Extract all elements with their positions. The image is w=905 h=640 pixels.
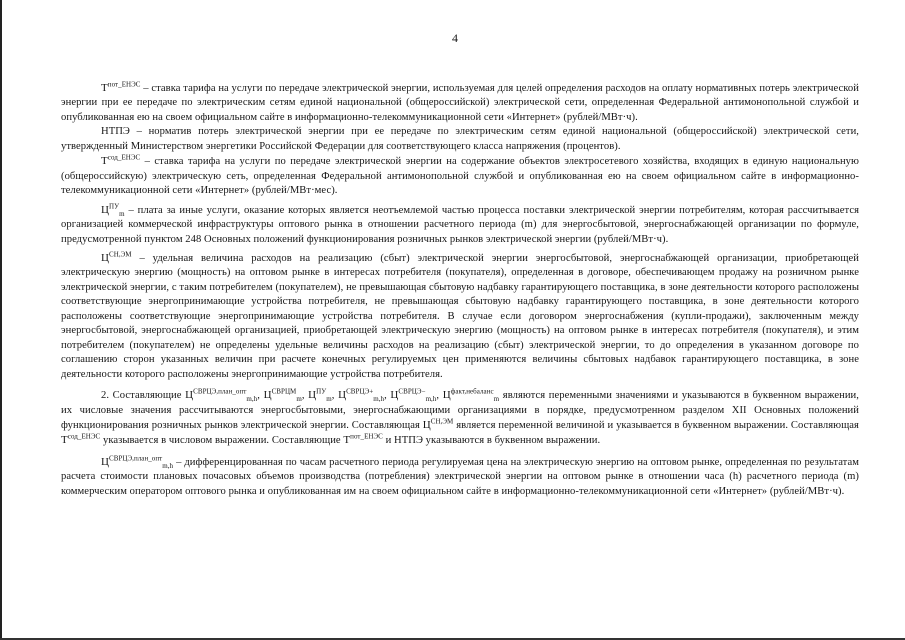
scan-edge-left	[0, 0, 2, 640]
paragraph-text: – удельная величина расходов на реализацию (сбыт) электрической энергии энергосбытовой, энергоснабжающей организации, приобретающей электрическую энергию (мощность) на оптовом рынке в интересах потребителя (покупателя), определенная в договоре, обеспечивающем продажу на розничном рынке электрической энергии, с таким потребителем (покупателем), не превышающая сбытовую надбавку гарантирующего поставщика, в зоне деятельности которого расположены соответствующие энергопринимающие устройства потребителя, не превышающая сбытовую надбавку гарантирующего поставщика, в зоне деятельности которого расположены соответствующие энергопринимающие устройства потребителя. В случае если договором энергоснабжения (купли-продажи), заключенным между энергосбытовой, энергоснабжающей организацией, приобретающей электрическую энергию (мощность) на оптовом рынке в интересах потребителя (покупателя), и этим потребителем (покупателем) не определены удельные величины расходов на реализацию (сбыт) электрической энергии, то до определения в указанном договоре по соглашению сторон указанных величин при расчете конечных регулируемых цен применяются величины сбытовых надбавок гарантирующего поставщика, в зоне деятельности которого расположены энергопринимающие устройства потребителя.	[61, 252, 859, 380]
paragraph-text: – ставка тарифа на услуги по передаче электрической энергии, используемая для целей определения расходов на оплату нормативных потерь электрической энергии при ее передаче по электрическим сетям единой национальной (общероссийской) электрической сети, определенная Федеральной антимонопольной службой и опубликованная ею на своем официальном сайте в информационно-телекоммуникационной сети «Интернет» (рублей/МВт·ч).	[61, 83, 859, 123]
symbol-separator: ,	[436, 390, 443, 402]
symbol-base: Т	[101, 82, 108, 94]
symbol-base: Т	[61, 434, 68, 447]
symbol-superscript: СВРЦЭ,план_опт	[109, 454, 163, 463]
symbol-base: Т	[101, 155, 108, 168]
paragraph-tssn-em	[61, 251, 859, 382]
symbol-subscript: m	[493, 395, 500, 404]
paragraph-text: НТПЭ – норматив потерь электрической энергии при ее передаче по электрическим сетям единой национальной (общероссийской) электрической сети, утвержденный Министерством энергетики Российской Федерации для соответствующего класса напряжения (процентов).	[61, 126, 859, 152]
symbol-base: Ц	[422, 418, 431, 431]
symbol-superscript: сод_ЕНЭС	[107, 153, 141, 162]
symbol-superscript: СВРЦМ	[271, 387, 297, 396]
paragraph-tpot-enes	[61, 81, 859, 125]
symbol-base: Ц	[308, 389, 317, 402]
paragraph-text: – ставка тарифа на услуги по передаче электрической энергии на содержание объектов электросетевого хозяйства, входящих в единую национальную (общероссийскую) электрическую сеть, определенная Федеральной антимонопольной службой и опубликованная ею на своем официальном сайте в информационно-телекоммуникационной сети «Интернет» (рублей/МВт·мес).	[61, 156, 859, 197]
symbol-base: Ц	[338, 389, 347, 402]
symbol-subscript: m	[119, 209, 125, 218]
paragraph-item-2	[61, 388, 859, 449]
symbol-base: Т	[343, 434, 351, 447]
symbol-subscript: m,h	[162, 461, 174, 470]
document-body	[61, 81, 859, 499]
symbol-superscript: пот_ЕНЭС	[107, 80, 141, 89]
symbol-base: Ц	[185, 389, 194, 402]
symbol-superscript: СН,ЭМ	[430, 417, 454, 426]
paragraph-text: и НТПЭ указываются в буквенном выражении.	[382, 435, 601, 447]
symbol-separator: ,	[301, 390, 309, 402]
symbol-superscript: ПУ	[316, 387, 327, 396]
page-number: 4	[452, 31, 458, 45]
symbol-base: Ц	[442, 389, 451, 402]
symbol-base: Ц	[101, 251, 109, 264]
paragraph-text: – плата за иные услуги, оказание которых является неотъемлемой частью процесса поставки электрической энергии потребителям, которая рассчитывается организацией коммерческой инфраструктуры оптового рынка в отношении расчетного периода (m) для энергосбытовой, энергоснабжающей организации по формуле, предусмотренной пунктом 248 Основных положений функционирования розничных рынков электрической энергии (рублей/МВт·ч).	[61, 204, 859, 245]
symbol-superscript: факт,небаланс	[450, 387, 494, 396]
paragraph-text: является переменной величиной и указывается в буквенном выражении. Составляющая	[453, 419, 859, 431]
symbol-base: Ц	[101, 455, 109, 468]
symbol-superscript: сод_ЕНЭС	[67, 432, 101, 441]
paragraph-text: – дифференцированная по часам расчетного периода регулируемая цена на электрическую энергию на оптовом рынке, определенная по результатам расчета стоимости плановых почасовых объемов производства (потребления) электрической энергии на оптовом рынке в отношении часа (h) расчетного периода (m) коммерческим оператором оптового рынка и опубликованная им на своем официальном сайте в информационно-телекоммуникационной сети «Интернет» (рублей/МВт·ч).	[61, 456, 859, 497]
symbol-base: Ц	[101, 203, 109, 216]
symbol-superscript: пот_ЕНЭС	[350, 432, 383, 441]
symbol-subscript: m	[326, 395, 332, 404]
symbol-subscript: m,h	[373, 395, 385, 404]
symbol-separator: ,	[257, 390, 264, 402]
paragraph-tsvrce-plan	[61, 455, 859, 499]
paragraph-tspu	[61, 203, 859, 247]
symbol-superscript: СВРЦЭ+	[346, 387, 374, 396]
symbol-subscript: m	[296, 395, 302, 404]
symbol-subscript: m,h	[246, 395, 258, 404]
paragraph-text: указывается в числовом выражении. Составляющие	[100, 435, 344, 447]
paragraph-text: являются переменными значениями и указываются в буквенном выражении, их числовые значения рассчитываются энергосбытовыми, энергоснабжающими организациями в порядке, предусмотренном разделом XII Основных положений функционирования розничных рынков электрической энергии. Составляющая	[61, 390, 859, 431]
symbol-base: Ц	[390, 389, 399, 402]
symbol-subscript: m,h	[425, 395, 437, 404]
symbol-superscript: СН,ЭМ	[109, 250, 132, 259]
symbol-base: Ц	[263, 389, 272, 402]
symbol-separator: ,	[331, 390, 339, 402]
paragraph-ntpe	[61, 125, 859, 154]
symbol-superscript: СВРЦЭ,план_опт	[193, 387, 247, 396]
symbol-separator: ,	[384, 390, 391, 402]
symbol-superscript: ПУ	[109, 202, 120, 211]
paragraph-tsod-enes	[61, 154, 859, 198]
paragraph-lead: 2. Составляющие	[101, 390, 186, 402]
symbol-superscript: СВРЦЭ−	[398, 387, 426, 396]
